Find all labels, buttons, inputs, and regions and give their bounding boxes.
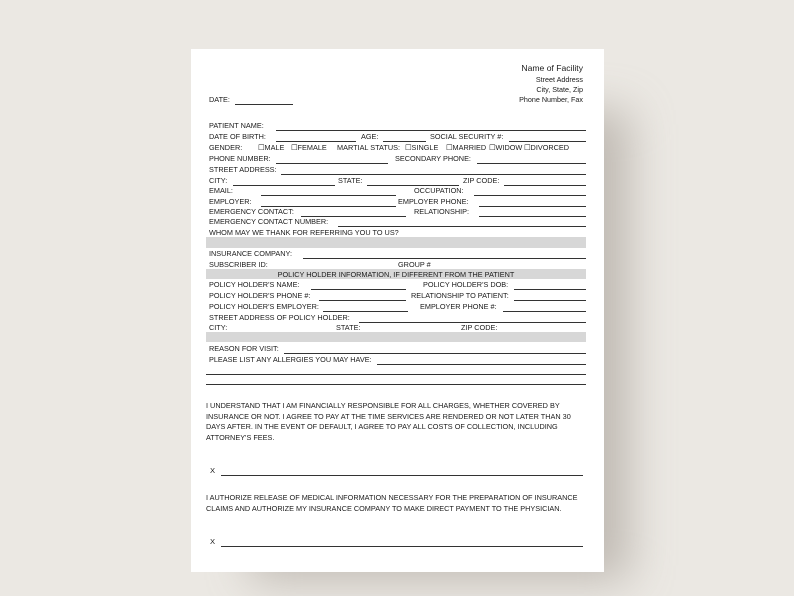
- zip-label: ZIP CODE:: [463, 176, 500, 185]
- employer-phone-label: EMPLOYER PHONE:: [398, 197, 469, 206]
- reason-for-visit-label: REASON FOR VISIT:: [209, 344, 279, 353]
- marital-status-label: MARTIAL STATUS:: [337, 143, 400, 152]
- facility-city-state-zip: City, State, Zip: [536, 85, 583, 94]
- allergies-label: PLEASE LIST ANY ALLERGIES YOU MAY HAVE:: [209, 355, 372, 364]
- holder-city-label: CITY:: [209, 323, 228, 332]
- relationship-field[interactable]: [479, 216, 586, 217]
- release-statement: [206, 493, 578, 514]
- policy-holder-banner-text: POLICY HOLDER INFORMATION, IF DIFFERENT FROM THE PATIENT: [277, 269, 515, 279]
- holder-zip-label: ZIP CODE:: [461, 323, 498, 332]
- male-label: MALE: [264, 143, 285, 152]
- city-field[interactable]: [233, 185, 335, 186]
- female-checkbox-icon[interactable]: ☐: [291, 143, 298, 152]
- employer-phone-field[interactable]: [479, 206, 586, 207]
- date-label: DATE:: [209, 95, 230, 104]
- section-divider-1: [206, 237, 586, 248]
- financial-statement: [206, 401, 571, 443]
- email-label: EMAIL:: [209, 186, 233, 195]
- female-label: FEMALE: [297, 143, 327, 152]
- gender-male-option[interactable]: [258, 143, 284, 152]
- male-checkbox-icon[interactable]: ☐: [258, 143, 265, 152]
- insurance-company-field[interactable]: [303, 258, 586, 259]
- financial-line-3: DAYS AFTER. IN THE EVENT OF DEFAULT, I AGREE TO PAY ALL COSTS OF COLLECTION, INCLUDING: [206, 422, 558, 431]
- phone-field[interactable]: [276, 163, 388, 164]
- marital-divorced-option[interactable]: [524, 143, 569, 152]
- holder-phone-label: POLICY HOLDER'S PHONE #:: [209, 291, 311, 300]
- emergency-contact-label: EMERGENCY CONTACT:: [209, 207, 294, 216]
- emergency-number-label: EMERGENCY CONTACT NUMBER:: [209, 217, 329, 226]
- release-line-1: I AUTHORIZE RELEASE OF MEDICAL INFORMATION NECESSARY FOR THE PREPARATION OF INSURANCE: [206, 493, 578, 502]
- marital-widow-option[interactable]: [489, 143, 522, 152]
- occupation-field[interactable]: [474, 195, 586, 196]
- married-label: MARRIED: [452, 143, 487, 152]
- marital-married-option[interactable]: [446, 143, 486, 152]
- financial-line-2: INSURANCE OR NOT. I AGREE TO PAY AT THE TIME SERVICES ARE RENDERED OR NOT LATER THAN 30: [206, 411, 571, 421]
- signature-line-2[interactable]: [221, 546, 583, 547]
- facility-phone-fax: Phone Number, Fax: [519, 95, 583, 104]
- divorced-label: DIVORCED: [530, 143, 570, 152]
- allergies-line-3[interactable]: [206, 384, 586, 385]
- ssn-label: SOCIAL SECURITY #:: [430, 132, 504, 141]
- employer-label: EMPLOYER:: [209, 197, 252, 206]
- gender-female-option[interactable]: [291, 143, 327, 152]
- financial-line-1: I UNDERSTAND THAT I AM FINANCIALLY RESPONSIBLE FOR ALL CHARGES, WHETHER COVERED BY: [206, 401, 560, 410]
- marital-single-option[interactable]: [405, 143, 438, 152]
- age-label: AGE:: [361, 132, 379, 141]
- holder-phone-field[interactable]: [319, 300, 406, 301]
- holder-name-label: POLICY HOLDER'S NAME:: [209, 280, 300, 289]
- referral-label: WHOM MAY WE THANK FOR REFERRING YOU TO US?: [209, 228, 399, 237]
- ssn-field[interactable]: [509, 141, 586, 142]
- emergency-number-field[interactable]: [338, 226, 586, 227]
- section-divider-2: [206, 332, 586, 342]
- married-checkbox-icon[interactable]: ☐: [446, 143, 453, 152]
- holder-employer-phone-label: EMPLOYER PHONE #:: [420, 302, 497, 311]
- gender-label: GENDER:: [209, 143, 243, 152]
- reason-for-visit-field[interactable]: [284, 353, 586, 354]
- street-field[interactable]: [281, 174, 586, 175]
- facility-name: Name of Facility: [521, 63, 583, 73]
- holder-relationship-label: RELATIONSHIP TO PATIENT:: [411, 291, 509, 300]
- holder-employer-phone-field[interactable]: [503, 311, 586, 312]
- secondary-phone-label: SECONDARY PHONE:: [395, 154, 471, 163]
- group-label: GROUP #: [398, 260, 431, 269]
- phone-label: PHONE NUMBER:: [209, 154, 271, 163]
- policy-holder-banner: [206, 269, 586, 279]
- age-field[interactable]: [383, 141, 426, 142]
- holder-employer-label: POLICY HOLDER'S EMPLOYER:: [209, 302, 319, 311]
- single-label: SINGLE: [411, 143, 439, 152]
- occupation-label: OCCUPATION:: [414, 186, 464, 195]
- divorced-checkbox-icon[interactable]: ☐: [524, 143, 531, 152]
- widow-checkbox-icon[interactable]: ☐: [489, 143, 496, 152]
- holder-employer-field[interactable]: [323, 311, 408, 312]
- signature-x-1: X: [210, 466, 216, 475]
- street-label: STREET ADDRESS:: [209, 165, 277, 174]
- dob-field[interactable]: [276, 141, 356, 142]
- patient-name-field[interactable]: [276, 130, 586, 131]
- holder-state-label: STATE:: [336, 323, 361, 332]
- patient-name-label: PATIENT NAME:: [209, 121, 264, 130]
- city-label: CITY:: [209, 176, 228, 185]
- facility-street: Street Address: [535, 75, 583, 84]
- date-field[interactable]: [235, 104, 293, 105]
- intake-form-page: [191, 49, 604, 572]
- relationship-label: RELATIONSHIP:: [414, 207, 470, 216]
- email-field[interactable]: [261, 195, 396, 196]
- state-label: STATE:: [338, 176, 363, 185]
- financial-line-4: ATTORNEY'S FEES.: [206, 432, 275, 442]
- dob-label: DATE OF BIRTH:: [209, 132, 266, 141]
- allergies-line-2[interactable]: [206, 374, 586, 375]
- widow-label: WIDOW: [495, 143, 523, 152]
- holder-street-label: STREET ADDRESS OF POLICY HOLDER:: [209, 313, 350, 322]
- holder-name-field[interactable]: [311, 289, 406, 290]
- zip-field[interactable]: [504, 185, 586, 186]
- subscriber-id-label: SUBSCRIBER ID:: [209, 260, 268, 269]
- signature-x-2: X: [210, 537, 216, 546]
- holder-dob-label: POLICY HOLDER'S DOB:: [423, 280, 509, 289]
- single-checkbox-icon[interactable]: ☐: [405, 143, 412, 152]
- insurance-company-label: INSURANCE COMPANY:: [209, 249, 292, 258]
- holder-relationship-field[interactable]: [514, 300, 586, 301]
- secondary-phone-field[interactable]: [477, 163, 586, 164]
- signature-line-1[interactable]: [221, 475, 583, 476]
- allergies-field[interactable]: [377, 364, 586, 365]
- release-line-2: CLAIMS AND AUTHORIZE MY INSURANCE COMPANY TO MAKE DIRECT PAYMENT TO THE PHYSICIAN.: [206, 503, 562, 513]
- holder-dob-field[interactable]: [514, 289, 586, 290]
